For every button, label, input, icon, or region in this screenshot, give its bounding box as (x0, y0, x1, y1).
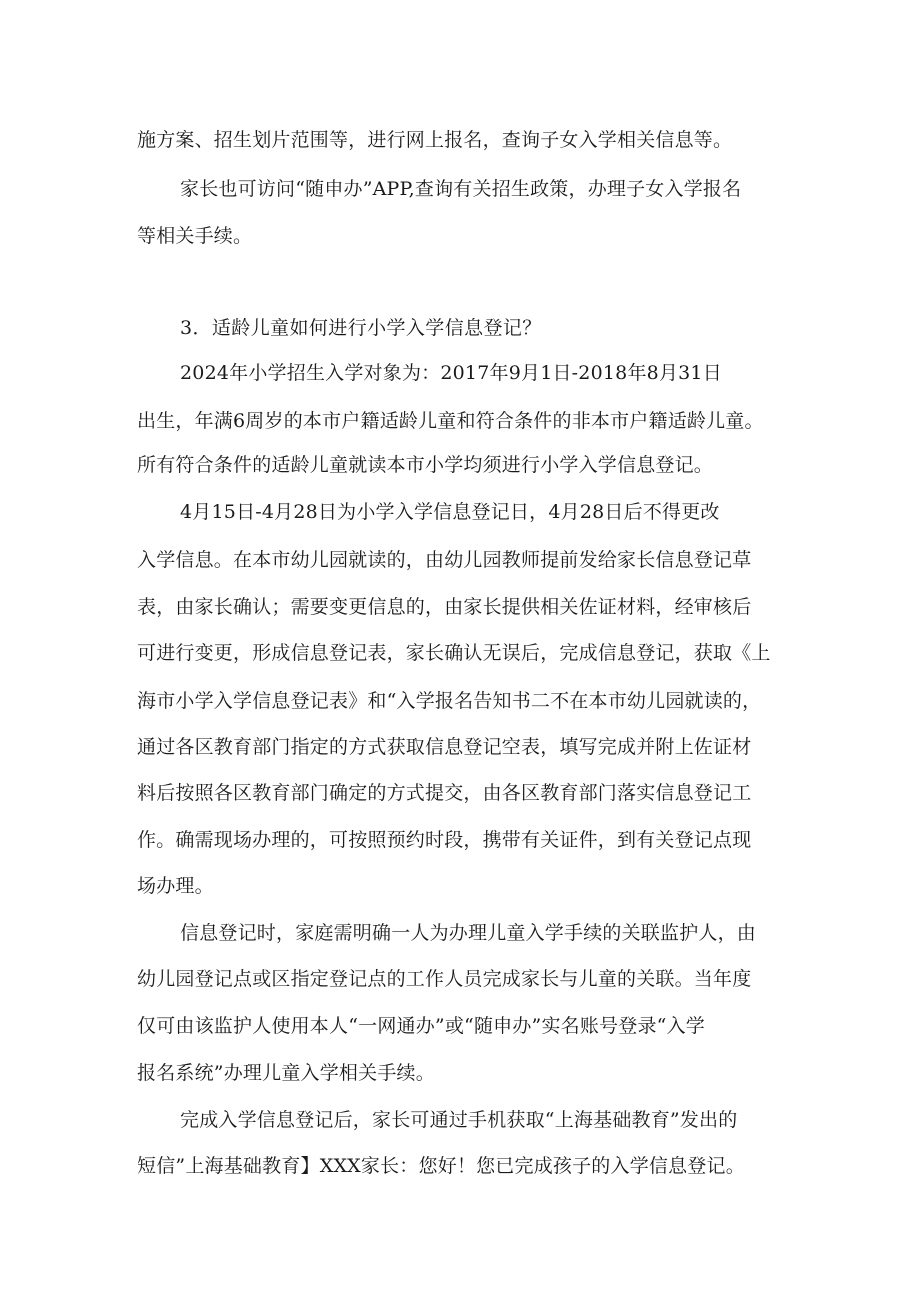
paragraph-line: 家长也可访问“随申办”APP,查询有关招生政策，办理子女入学报名 (180, 178, 742, 200)
paragraph-line: 信息登记时，家庭需明确一人为办理儿童入学手续的关联监护人，由 (180, 922, 757, 944)
paragraph-line: 所有符合条件的适龄儿童就读本市小学均须进行小学入学信息登记。 (137, 454, 714, 476)
paragraph-line: 表，由家长确认；需要变更信息的，由家长提供相关佐证材料，经审核后 (137, 596, 752, 618)
paragraph-line: 作。确需现场办理的，可按照预约时段，携带有关证件，到有关登记点现 (137, 829, 752, 851)
paragraph-line: 施方案、招生划片范围等，进行网上报名，查询子女入学相关信息等。 (137, 129, 733, 151)
paragraph-line: 报名系统”办理儿童入学相关手续。 (137, 1062, 435, 1084)
paragraph-line: 料后按照各区教育部门确定的方式提交，由各区教育部门落实信息登记工 (137, 782, 752, 804)
paragraph-line: 短信”上海基础教育】XXX家长：您好！您已完成孩子的入学信息登记。 (137, 1155, 745, 1177)
section-heading: 3．适龄儿童如何进行小学入学信息登记？ (180, 317, 542, 339)
paragraph-line: 可进行变更，形成信息登记表，家长确认无误后，完成信息登记，获取《上 (137, 642, 771, 664)
paragraph-line: 出生，年满6周岁的本市户籍适龄儿童和符合条件的非本市户籍适龄儿童。 (137, 410, 764, 432)
paragraph-line: 海市小学入学信息登记表》和“入学报名告知书二不在本市幼儿园就读的， (137, 690, 762, 712)
paragraph-line: 场办理。 (137, 875, 214, 897)
paragraph-line: 幼儿园登记点或区指定登记点的工作人员完成家长与儿童的关联。当年度 (137, 968, 752, 990)
paragraph-line: 入学信息。在本市幼儿园就读的，由幼儿园教师提前发给家长信息登记草 (137, 549, 752, 571)
paragraph-line: 通过各区教育部门指定的方式获取信息登记空表，填写完成并附上佐证材 (137, 736, 752, 758)
paragraph-line: 2024年小学招生入学对象为：2017年9月1日-2018年8月31日 (180, 362, 722, 384)
paragraph-line: 仅可由该监护人使用本人“一网通办”或“随申办”实名账号登录“入学 (137, 1015, 705, 1037)
paragraph-line: 等相关手续。 (137, 225, 253, 247)
paragraph-line: 4月15日-4月28日为小学入学信息登记日，4月28日后不得更改 (180, 501, 720, 523)
paragraph-line: 完成入学信息登记后，家长可通过手机获取“上海基础教育”发出的 (180, 1109, 738, 1131)
